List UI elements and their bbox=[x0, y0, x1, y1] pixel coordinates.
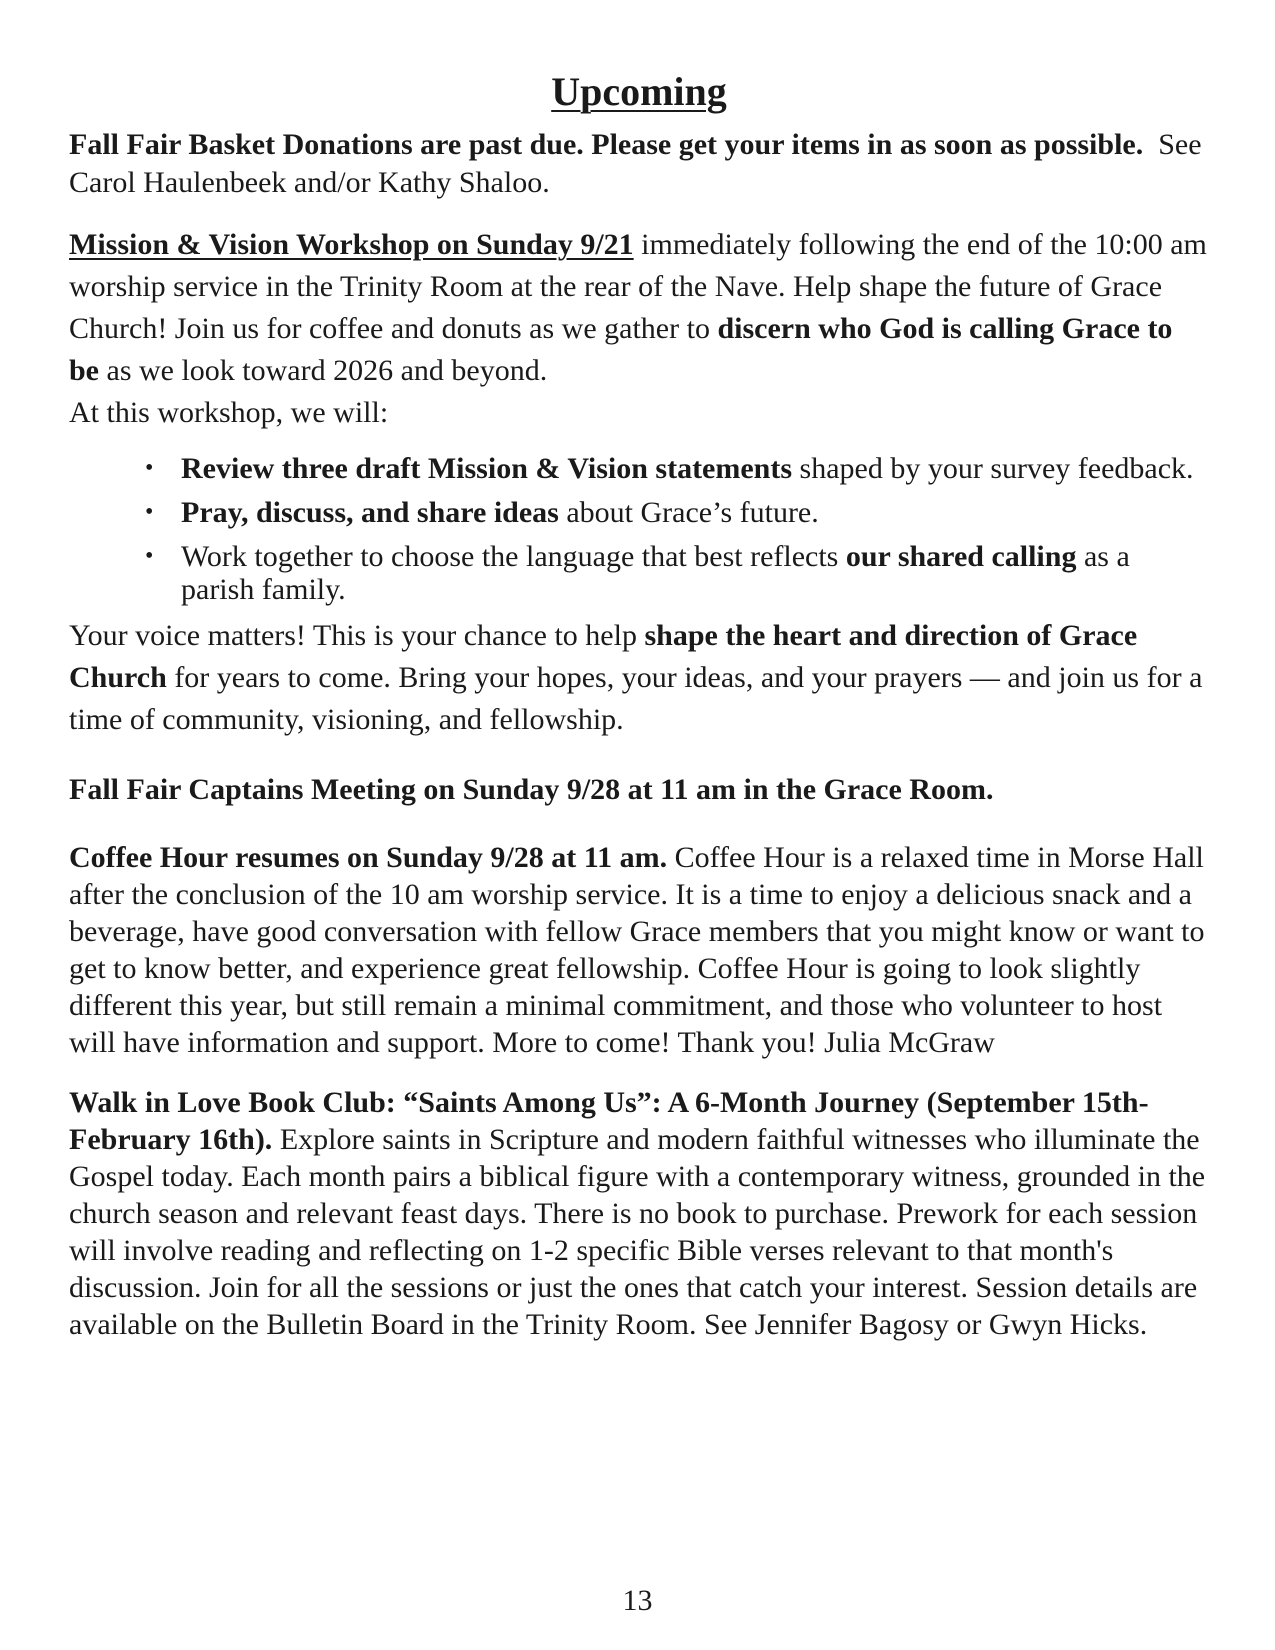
workshop-bullet-list bbox=[69, 452, 1209, 606]
workshop-intro: At this workshop, we will: bbox=[69, 396, 389, 429]
page-title: Upcoming bbox=[551, 69, 727, 114]
captains-notice: Fall Fair Captains Meeting on Sunday 9/28 at 11 am in the Grace Room. bbox=[69, 773, 994, 806]
workshop-heading: Mission & Vision Workshop on Sunday 9/21 bbox=[69, 228, 634, 261]
closing-text-1: Your voice matters! This is your chance to help bbox=[69, 619, 645, 652]
workshop-paragraph bbox=[69, 224, 1209, 434]
coffee-text: Coffee Hour is a relaxed time in Morse Hall after the conclusion of the 10 am worship service. It is a time to enjoy a delicious snack and a beverage, have good conversation with fellow Grace members that you might know or want to get to know better, and experience great fellowship. Coffee Hour is going to look slightly different this year, but still remain a minimal commitment, and those who volunteer to host will have information and support. More to come! Thank you! Julia McGraw bbox=[69, 841, 1205, 1059]
bullet-text: Work together to choose the language that best reflects bbox=[181, 540, 846, 573]
page-number: 13 bbox=[622, 1584, 653, 1617]
basket-notice: Fall Fair Basket Donations are past due. Please get your items in as soon as possible. bbox=[69, 128, 1144, 161]
workshop-text-1: immediately following the end of the 10:00 am worship service in the Trinity Room at the rear of the Nave. Help shape the future of Grace Church! Join us for coffee and donuts as we gather to bbox=[69, 228, 1207, 345]
bullet-bold: our shared calling bbox=[845, 540, 1077, 573]
workshop-text-2: as we look toward 2026 and beyond. bbox=[99, 354, 548, 387]
basket-contacts: See Carol Haulenbeek and/or Kathy Shaloo. bbox=[69, 128, 1202, 199]
workshop-closing bbox=[69, 615, 1209, 741]
bullet-tail: as a parish family. bbox=[181, 540, 1130, 606]
basket-paragraph bbox=[69, 126, 1209, 202]
workshop-bold-1: discern who God is calling Grace to be bbox=[69, 312, 1173, 387]
bookclub-heading: Walk in Love Book Club: “Saints Among Us”: A 6-Month Journey (September 15th-February 16th). bbox=[69, 1086, 1149, 1156]
bullet-text: about Grace’s future. bbox=[558, 496, 819, 529]
closing-bold: shape the heart and direction of Grace Church bbox=[69, 619, 1138, 694]
coffee-heading: Coffee Hour resumes on Sunday 9/28 at 11 am. bbox=[69, 841, 668, 874]
coffee-paragraph bbox=[69, 839, 1209, 1061]
page-content bbox=[69, 70, 1209, 1343]
bookclub-text: Explore saints in Scripture and modern faithful witnesses who illuminate the Gospel today. Each month pairs a biblical figure with a contemporary witness, grounded in the church season and relevant feast days. There is no book to purchase. Prework for each session will involve reading and reflecting on 1-2 specific Bible verses relevant to that month's discussion. Join for all the sessions or just the ones that catch your interest. Session details are available on the Bulletin Board in the Trinity Room. See Jennifer Bagosy or Gwyn Hicks. bbox=[69, 1123, 1206, 1341]
captains-paragraph bbox=[69, 771, 1209, 809]
list-item bbox=[181, 452, 1209, 485]
list-item bbox=[181, 540, 1209, 606]
list-item bbox=[181, 496, 1209, 529]
bookclub-paragraph bbox=[69, 1084, 1209, 1343]
closing-text-2: for years to come. Bring your hopes, your ideas, and your prayers — and join us for a time of community, visioning, and fellowship. bbox=[69, 661, 1203, 736]
bullet-text: shaped by your survey feedback. bbox=[792, 452, 1194, 485]
bullet-bold: Pray, discuss, and share ideas bbox=[181, 496, 559, 529]
bullet-bold: Review three draft Mission & Vision statements bbox=[181, 452, 793, 485]
